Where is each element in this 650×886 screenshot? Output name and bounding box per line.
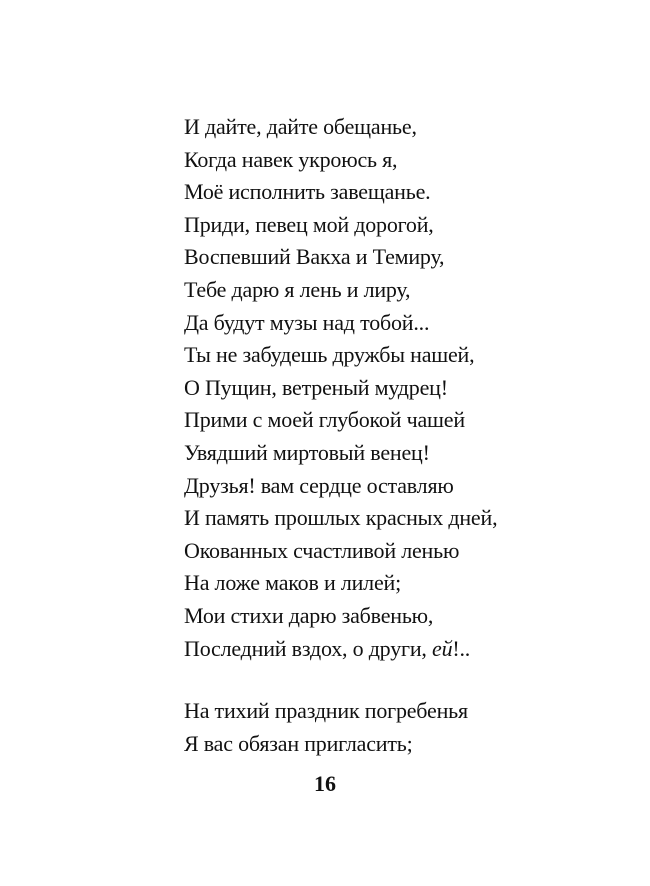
poem-line: На тихий праздник погребенья (184, 698, 468, 724)
poem-line: Друзья! вам сердце оставляю (184, 472, 454, 498)
poem-line: Увядший миртовый венец! (184, 439, 430, 465)
poem-line: Мои стихи дарю забвенью, (184, 602, 434, 628)
poem-line: И дайте, дайте обещанье, (184, 114, 417, 139)
poem-line: Прими с моей глубокой чашей (184, 407, 465, 433)
poem-line: На ложе маков и лилей; (184, 570, 402, 596)
poem-line: Моё исполнить завещанье. (184, 179, 431, 205)
poem-line: Я вас обязан пригласить; (184, 730, 413, 756)
stanza (184, 111, 624, 665)
italic-word: ей (432, 635, 453, 661)
poem-line-ending: !.. (452, 635, 471, 661)
poem-line: Да будут музы над тобой... (184, 309, 430, 335)
poem-line: Воспевший Вакха и Темиру, (184, 244, 445, 270)
poem-line: Приди, певец мой дорогой, (184, 211, 434, 237)
poem-text (184, 111, 624, 760)
poem-line: Когда навек укроюсь я, (184, 146, 398, 172)
page-number: 16 (314, 771, 336, 796)
poem-line: И память прошлых красных дней, (184, 505, 498, 531)
poem-line: Ты не забудешь дружбы нашей, (184, 342, 475, 368)
stanza (184, 695, 624, 760)
poem-line: Окованных счастливой ленью (184, 537, 460, 563)
poem-line: Тебе дарю я лень и лиру, (184, 276, 411, 302)
poem-line: О Пущин, ветреный мудрец! (184, 374, 448, 400)
poem-line-with-italic (184, 633, 624, 666)
poem-line-text: Последний вздох, о други, (184, 635, 432, 661)
